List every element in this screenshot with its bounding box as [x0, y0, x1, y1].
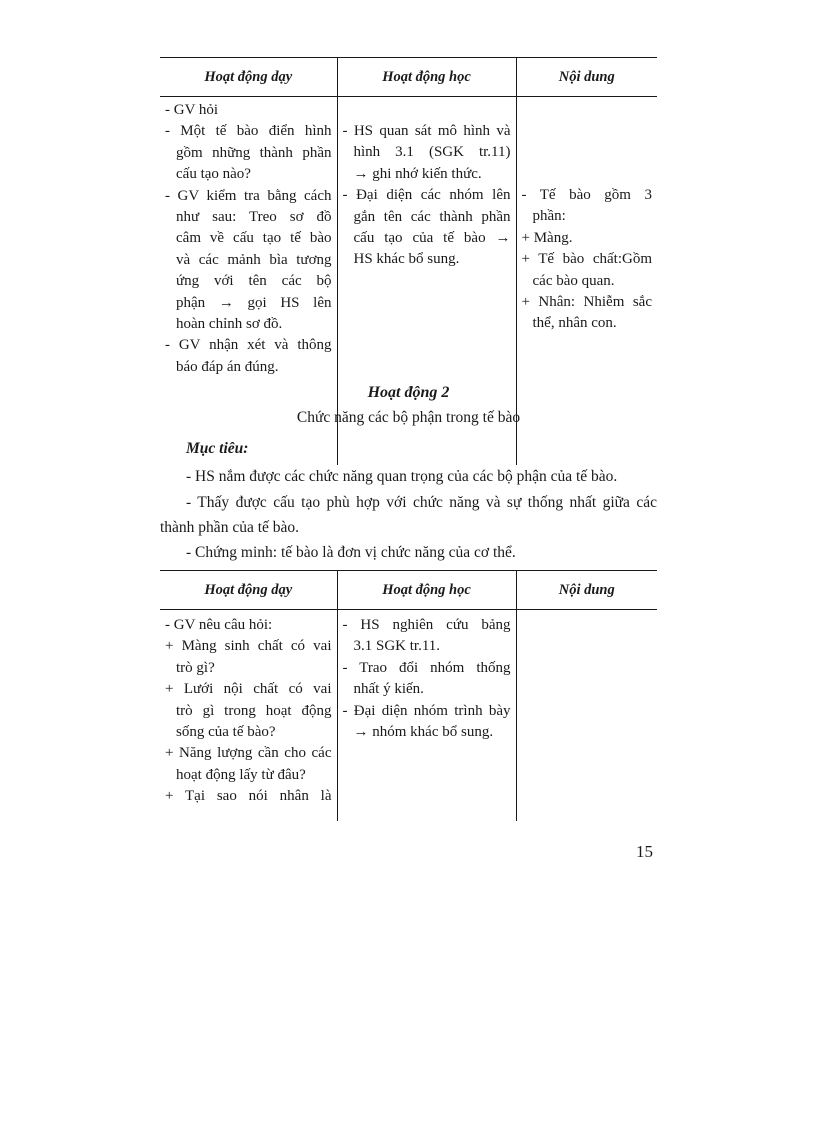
page-number: 15 [636, 842, 653, 861]
text-line: HS khác bổ sung. [353, 251, 460, 268]
header-content: Nội dung [516, 571, 657, 610]
text-line: ứng với tên các bộ [176, 273, 332, 290]
text-line: các bào quan. [532, 272, 615, 289]
table-header-row [160, 571, 657, 610]
header-teacher: Hoạt động dạy [160, 58, 337, 97]
text-line: - Đại diện các nhóm lên [342, 187, 511, 204]
text-line: trò gì? [176, 659, 215, 676]
text-line: → ghi nhớ kiến thức. [353, 165, 482, 182]
teacher-lines [165, 615, 332, 808]
header-content: Nội dung [516, 58, 657, 97]
text-line: - HS nghiên cứu bảng [342, 617, 511, 633]
text-line: cấu tạo nào? [176, 166, 251, 183]
text-line: như sau: Treo sơ đồ [176, 209, 332, 226]
text-line: - HS quan sát mô hình và [342, 123, 511, 139]
header-student: Hoạt động học [337, 58, 516, 97]
teacher-lines [165, 100, 332, 378]
header-student: Hoạt động học [337, 571, 516, 610]
text-line: + Màng. [521, 229, 573, 246]
activity-title: Hoạt động 2 [367, 384, 450, 401]
text-line: + Năng lượng cần cho các [165, 745, 332, 762]
text-line: hoàn chỉnh sơ đồ. [176, 316, 283, 333]
text-line: phận → gọi HS lên [176, 294, 332, 311]
student-cell [337, 610, 516, 822]
content-lines [522, 185, 653, 335]
text-line: + Nhân: Nhiễm sắc [521, 294, 652, 311]
text-line: - Tế bào gồm 3 [521, 187, 652, 203]
text-line: và các mảnh bìa tương [176, 251, 332, 268]
text-line: + Màng sinh chất có vai [165, 638, 332, 655]
text-line: cấu tạo của tế bào → [353, 230, 511, 247]
text-line: gồm những thành phần [176, 144, 332, 161]
text-line: hoạt động lấy từ đâu? [176, 766, 306, 783]
text-line: - GV nêu câu hỏi: [165, 617, 273, 633]
table-header-row [160, 58, 657, 97]
activity-subtitle: Chức năng các bộ phận trong tế bào [296, 409, 521, 426]
text-line: - GV kiểm tra bằng cách [165, 187, 332, 204]
text-line: + Tại sao nói nhân là [165, 788, 332, 805]
student-lines [343, 121, 511, 271]
header-teacher: Hoạt động dạy [160, 571, 337, 610]
text-line: trò gì trong hoạt động [176, 702, 332, 719]
goal-item: - Thấy được cấu tạo phù hợp với chức năng và sự thống nhất giữa các thành phần của tế bào. [160, 494, 657, 536]
text-line: - GV nhận xét và thông [165, 337, 332, 354]
student-lines [343, 615, 511, 743]
teacher-cell [160, 610, 337, 822]
text-line: hình 3.1 (SGK tr.11) [353, 144, 511, 161]
content-cell [516, 610, 657, 822]
text-line: sống của tế bào? [176, 724, 276, 741]
text-line: câm về cấu tạo tế bào [176, 230, 332, 247]
text-line: gắn tên các thành phần [353, 208, 511, 225]
text-line: - GV hỏi [165, 102, 219, 118]
goal-label: Mục tiêu: [186, 440, 249, 457]
text-line: phần: [532, 208, 566, 225]
text-line: → nhóm khác bổ sung. [353, 724, 494, 741]
text-line: + Tế bào chất:Gồm [521, 251, 652, 268]
text-line: - Một tế bào điển hình [165, 123, 332, 140]
text-line: - Trao đổi nhóm thống [342, 659, 511, 676]
goal-item: - HS nắm được các chức năng quan trọng của các bộ phận của tế bào. [186, 468, 618, 485]
activity-table-1 [160, 57, 657, 465]
text-line: báo đáp án đúng. [176, 358, 279, 375]
text-line: 3.1 SGK tr.11. [353, 638, 441, 655]
text-line: + Lưới nội chất có vai [165, 681, 332, 698]
activity-table-2 [160, 570, 657, 821]
text-line: - Đại diện nhóm trình bày [342, 702, 511, 719]
goal-item: - Chứng minh: tế bào là đơn vị chức năng của cơ thể. [186, 544, 516, 561]
text-line: nhất ý kiến. [353, 681, 424, 698]
text-line: thể, nhân con. [532, 315, 617, 332]
table-row [160, 610, 657, 822]
